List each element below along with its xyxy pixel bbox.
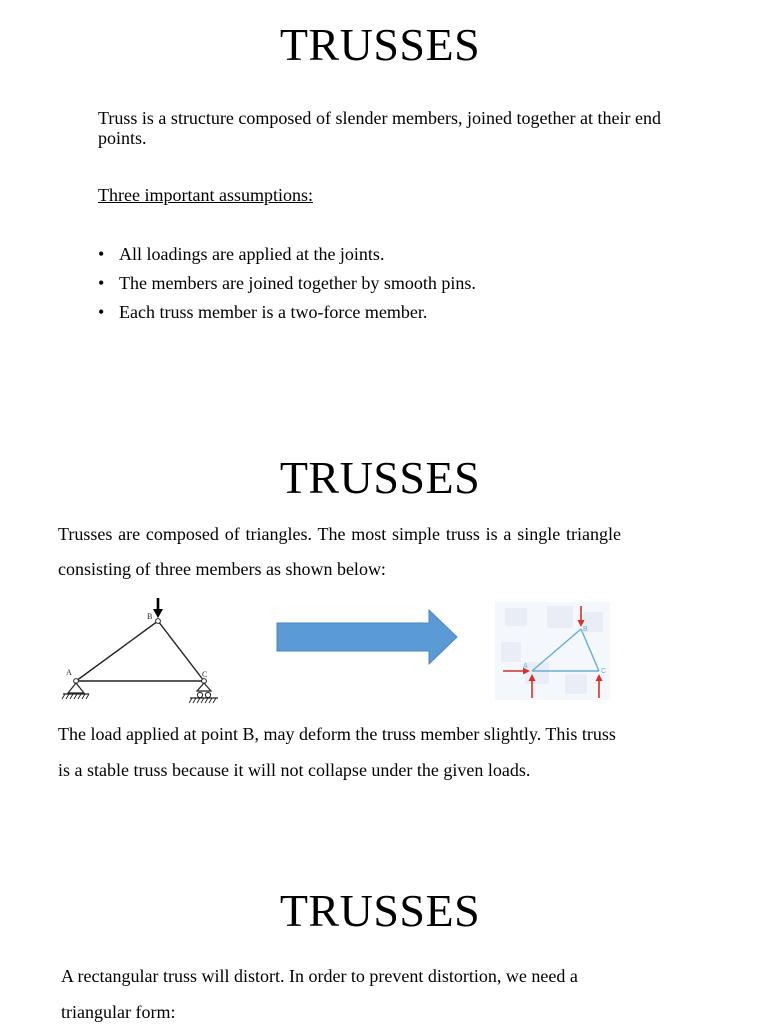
stable-truss-explanation: The load applied at point B, may deform the truss member slightly. This truss is a stable truss because it will not collapse under the given loads. [58,724,616,780]
fbd-label-b: B [583,626,588,633]
section-title: TRUSSES [279,885,481,936]
list-item [98,240,476,269]
bullet-icon: • [98,244,105,264]
assumption-text: Each truss member is a two-force member. [119,302,428,322]
triangle-intro: Trusses are composed of triangles. The most simple truss is a single triangle consisting of three members as shown below: [58,524,621,579]
fbd-label-a: A [523,663,528,670]
joint-label-b: B [147,612,153,621]
joint-label-a: A [66,668,72,677]
list-item [98,298,476,327]
assumptions-heading: Three important assumptions: [98,185,313,205]
list-item [98,269,476,298]
bullet-icon: • [98,273,105,293]
assumption-text: All loadings are applied at the joints. [119,244,385,264]
truss-definition: Truss is a structure composed of slender members, joined together at their end points. [98,108,661,148]
right-arrow-icon [275,608,459,668]
rectangular-truss-intro: A rectangular truss will distort. In order to prevent distortion, we need a triangular form: [61,966,578,1022]
bullet-icon: • [98,302,105,322]
truss-diagram [58,595,228,710]
section-title: TRUSSES [279,452,481,503]
assumption-text: The members are joined together by smooth pins. [119,273,476,293]
assumptions-list [98,240,476,327]
joint-label-c: C [202,670,208,679]
page-title: TRUSSES [279,19,481,70]
free-body-diagram [495,602,610,700]
fbd-label-c: C [601,668,607,675]
